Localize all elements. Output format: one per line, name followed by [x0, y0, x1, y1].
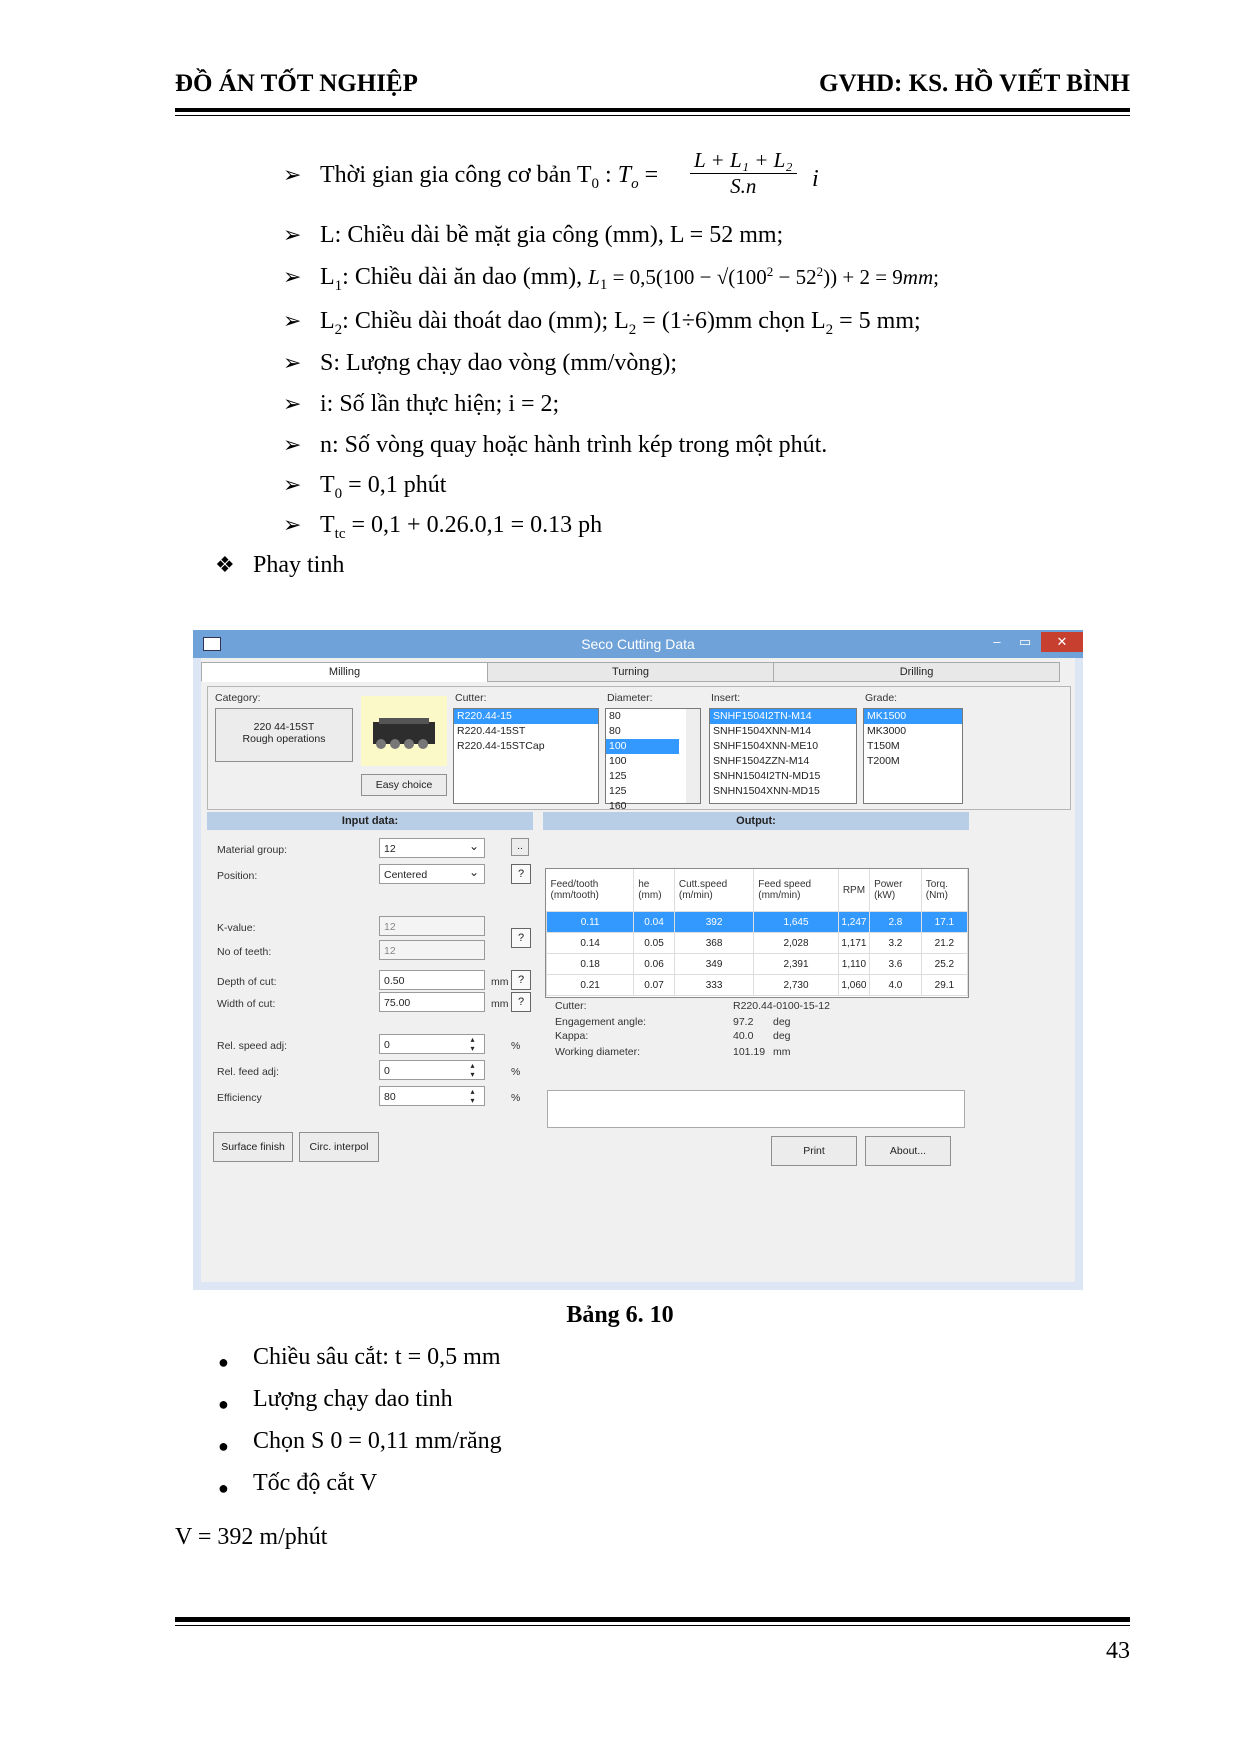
l1-formula-c: − 52: [773, 265, 817, 289]
diameter-list[interactable]: [605, 708, 701, 812]
tab-milling[interactable]: Milling: [201, 662, 488, 682]
output-header: Output:: [543, 812, 969, 830]
relspeed-label: Rel. speed adj:: [217, 1040, 288, 1052]
cell: 0.14: [547, 933, 634, 954]
cell: 0.21: [547, 975, 634, 996]
efficiency-label: Efficiency: [217, 1092, 262, 1104]
item-i-text: i: Số lần thực hiện; i = 2;: [320, 391, 560, 417]
item-n-text: n: Số vòng quay hoặc hành trình kép trong một phút.: [320, 432, 828, 458]
header-rule-thin: [175, 115, 1130, 116]
position-select[interactable]: Centered ⌄: [379, 864, 485, 884]
kvalue-field: 12: [379, 916, 485, 936]
cell: 0.06: [634, 954, 675, 975]
col-cutt-speed: Cutt.speed (m/min): [674, 869, 753, 912]
arrow-bullet-icon: ➢: [283, 350, 302, 375]
list-item[interactable]: R220.44-15STCap: [457, 740, 545, 752]
cell: 29.1: [921, 975, 967, 996]
bullet-item: Tốc độ cắt V: [253, 1470, 378, 1496]
t0-denominator: S.n: [730, 174, 757, 198]
window-body: [201, 658, 1075, 1282]
list-item[interactable]: 100: [609, 755, 627, 767]
input-data-header: Input data:: [207, 812, 533, 830]
list-item[interactable]: SNHN1504XNN-MD15: [713, 785, 820, 797]
relspeed-unit: %: [511, 1040, 521, 1052]
kappa-value: 40.0: [733, 1030, 754, 1042]
help-icon[interactable]: ?: [511, 970, 531, 990]
working-diameter-value: 101.19: [733, 1046, 766, 1058]
relfeed-unit: %: [511, 1066, 521, 1078]
list-item[interactable]: 125: [609, 770, 627, 782]
help-icon[interactable]: ?: [511, 864, 531, 884]
list-item[interactable]: 125: [609, 785, 627, 797]
l1-formula-end: ;: [933, 265, 939, 289]
l2-text2: = (1÷6)mm chọn L: [636, 308, 826, 334]
teeth-label: No of teeth:: [217, 946, 272, 958]
cell: 349: [674, 954, 753, 975]
list-item[interactable]: 80: [609, 725, 621, 737]
dot-bullet-icon: ●: [218, 1394, 229, 1414]
category-line1: 220 44-15ST: [253, 721, 315, 733]
header-right: GVHD: KS. HỒ VIẾT BÌNH: [819, 70, 1130, 97]
category-line2: Rough operations: [242, 733, 326, 745]
t0v-sub: 0: [334, 485, 343, 502]
ttc-label: T: [320, 512, 335, 538]
arrow-bullet-icon: ➢: [283, 264, 302, 289]
cell: 0.07: [634, 975, 675, 996]
bullet-item: Chọn S 0 = 0,11 mm/răng: [253, 1428, 502, 1454]
dot-bullet-icon: ●: [218, 1436, 229, 1456]
header-left: ĐỒ ÁN TỐT NGHIỆP: [175, 70, 418, 97]
efficiency-unit: %: [511, 1092, 521, 1104]
insert-list[interactable]: [709, 708, 857, 804]
l1-formula-a: L: [588, 265, 600, 289]
diamond-bullet-icon: ❖: [215, 552, 235, 577]
cell: 3.2: [870, 933, 922, 954]
cutter-out-value: R220.44-0100-15-12: [733, 1000, 830, 1012]
item-t0: [0, 148, 1240, 198]
table-row[interactable]: [547, 912, 968, 933]
working-diameter-unit: mm: [773, 1046, 791, 1058]
circ-interpol-button[interactable]: Circ. interpol: [299, 1132, 379, 1162]
list-item[interactable]: SNHN1504I2TN-MD15: [713, 770, 821, 782]
cell: 21.2: [921, 933, 967, 954]
t0-fraction: [690, 148, 797, 199]
depth-input[interactable]: 0.50: [379, 970, 485, 990]
bullet-item: Chiều sâu cắt: t = 0,5 mm: [253, 1344, 501, 1370]
title-bar: [193, 630, 1083, 658]
list-item[interactable]: 80: [609, 710, 621, 722]
category-label: Category:: [215, 692, 261, 704]
scrollbar[interactable]: [686, 709, 700, 803]
cutter-image: [361, 696, 447, 766]
dot-bullet-icon: ●: [218, 1352, 229, 1372]
cutter-list[interactable]: [453, 708, 599, 804]
list-item[interactable]: SNHF1504XNN-ME10: [713, 740, 819, 752]
window-title: Seco Cutting Data: [581, 636, 695, 652]
l1-formula-b: = 0,5(100 − √(100: [607, 265, 767, 289]
cell: 333: [674, 975, 753, 996]
cell: 1,247: [838, 912, 869, 933]
l1-formula-sup2: 2: [816, 264, 824, 279]
l2-text: : Chiều dài thoát dao (mm); L: [342, 308, 629, 334]
cell: 1,171: [838, 933, 869, 954]
t0-colon: :: [599, 162, 618, 188]
cell: 25.2: [921, 954, 967, 975]
cell: 2,730: [754, 975, 839, 996]
cutter-label: Cutter:: [455, 692, 487, 704]
table-header-row: [547, 869, 968, 912]
t0-formula-lhs-sub: o: [631, 175, 639, 192]
arrow-bullet-icon: ➢: [283, 512, 302, 537]
list-item[interactable]: SNHF1504ZZN-M14: [713, 755, 810, 767]
arrow-bullet-icon: ➢: [283, 308, 302, 333]
kappa-label: Kappa:: [555, 1030, 589, 1042]
l2-sub: 2: [334, 321, 343, 338]
col-power: Power (kW): [870, 869, 922, 912]
page-number: 43: [1106, 1638, 1130, 1664]
grade-list[interactable]: [863, 708, 963, 804]
l1-label: L: [320, 264, 335, 290]
teeth-field: 12: [379, 940, 485, 960]
surface-finish-button[interactable]: Surface finish: [213, 1132, 293, 1162]
l1-formula: [588, 264, 939, 294]
cell: 2.8: [870, 912, 922, 933]
t0-factor: i: [812, 166, 819, 192]
t0-eq: =: [638, 162, 659, 188]
close-icon[interactable]: ✕: [1041, 632, 1083, 652]
relfeed-stepper[interactable]: 0 ▴▾: [379, 1060, 485, 1080]
depth-unit: mm: [491, 976, 509, 988]
list-item[interactable]: R220.44-15: [454, 709, 598, 724]
cell: 0.04: [634, 912, 675, 933]
cell: 2,028: [754, 933, 839, 954]
engagement-label: Engagement angle:: [555, 1016, 647, 1028]
grade-label: Grade:: [865, 692, 898, 704]
ttc-sub: tc: [334, 525, 346, 542]
col-rpm: RPM: [838, 869, 869, 912]
ttc-text: = 0,1 + 0.26.0,1 = 0.13 ph: [345, 512, 603, 538]
cell: 0.11: [547, 912, 634, 933]
width-label: Width of cut:: [217, 998, 276, 1010]
cell: 1,110: [838, 954, 869, 975]
t0v-text: = 0,1 phút: [342, 472, 447, 498]
table-row[interactable]: [547, 975, 968, 996]
table-row[interactable]: [547, 954, 968, 975]
l2-text3: = 5 mm;: [833, 308, 921, 334]
col-feed-speed: Feed speed (mm/min): [754, 869, 839, 912]
list-item[interactable]: MK1500: [864, 709, 962, 724]
minimize-icon[interactable]: –: [993, 634, 1001, 649]
cell: 368: [674, 933, 753, 954]
maximize-icon[interactable]: ▭: [1018, 634, 1032, 649]
insert-label: Insert:: [711, 692, 741, 704]
arrow-bullet-icon: ➢: [283, 162, 302, 187]
width-input[interactable]: 75.00: [379, 992, 485, 1012]
table-caption: Bảng 6. 10: [566, 1302, 674, 1328]
engagement-unit: deg: [773, 1016, 791, 1028]
cell: 0.05: [634, 933, 675, 954]
output-table[interactable]: [545, 868, 969, 998]
notes-textarea[interactable]: [547, 1090, 965, 1128]
kvalue-label: K-value:: [217, 922, 256, 934]
l2-sub2: 2: [628, 321, 637, 338]
list-item[interactable]: T150M: [867, 740, 900, 752]
seco-window: [193, 630, 1083, 1290]
position-label: Position:: [217, 870, 258, 882]
l1-formula-sup1: 2: [766, 264, 774, 279]
kappa-unit: deg: [773, 1030, 791, 1042]
working-diameter-label: Working diameter:: [555, 1046, 641, 1058]
section-title: Phay tinh: [253, 552, 345, 578]
arrow-bullet-icon: ➢: [283, 222, 302, 247]
arrow-bullet-icon: ➢: [283, 432, 302, 457]
engagement-value: 97.2: [733, 1016, 754, 1028]
cell: 2,391: [754, 954, 839, 975]
table-row[interactable]: [547, 933, 968, 954]
arrow-bullet-icon: ➢: [283, 391, 302, 416]
l1-text: : Chiều dài ăn dao (mm),: [342, 264, 583, 290]
list-item[interactable]: 100: [606, 739, 679, 754]
t0v-label: T: [320, 472, 335, 498]
relspeed-stepper[interactable]: 0 ▴▾: [379, 1034, 485, 1054]
t0-numerator: L + L₁ + L₂: [690, 148, 797, 174]
l1-formula-d: )) + 2 = 9: [823, 265, 903, 289]
list-item[interactable]: R220.44-15ST: [457, 725, 526, 737]
help-icon[interactable]: ?: [511, 928, 531, 948]
depth-label: Depth of cut:: [217, 976, 277, 988]
list-item[interactable]: SNHF1504I2TN-M14: [710, 709, 856, 724]
category-button[interactable]: [215, 708, 353, 762]
cell: 1,060: [838, 975, 869, 996]
list-item[interactable]: SNHF1504XNN-M14: [713, 725, 812, 737]
about-button[interactable]: About...: [865, 1136, 951, 1166]
list-item[interactable]: T200M: [867, 755, 900, 767]
t0-label: Thời gian gia công cơ bản T: [320, 162, 592, 188]
milling-cutter-icon: [361, 696, 447, 766]
tab-turning[interactable]: Turning: [487, 662, 774, 682]
cutter-out-label: Cutter:: [555, 1000, 587, 1012]
width-unit: mm: [491, 998, 509, 1010]
cell: 3.6: [870, 954, 922, 975]
list-item[interactable]: MK3000: [867, 725, 907, 737]
cell: 1,645: [754, 912, 839, 933]
bullet-item: Lượng chạy dao tinh: [253, 1386, 453, 1412]
list-item[interactable]: 160: [609, 800, 627, 812]
col-he: he (mm): [634, 869, 675, 912]
diameter-label: Diameter:: [607, 692, 653, 704]
material-group-select[interactable]: 12 ⌄: [379, 838, 485, 858]
t0-sub: 0: [591, 175, 600, 192]
cell: 4.0: [870, 975, 922, 996]
footer-rule: [175, 1617, 1130, 1622]
arrow-bullet-icon: ➢: [283, 472, 302, 497]
material-group-label: Material group:: [217, 844, 288, 856]
tab-drilling[interactable]: Drilling: [773, 662, 1060, 682]
l1-formula-a-sub: 1: [599, 277, 608, 294]
col-torque: Torq. (Nm): [921, 869, 967, 912]
l2-label: L: [320, 308, 335, 334]
print-button[interactable]: Print: [771, 1136, 857, 1166]
l1-sub: 1: [334, 277, 343, 294]
item-s-text: S: Lượng chạy dao vòng (mm/vòng);: [320, 350, 677, 376]
relfeed-label: Rel. feed adj:: [217, 1066, 279, 1078]
l2-sub3: 2: [825, 321, 834, 338]
cell: 17.1: [921, 912, 967, 933]
item-l-text: L: Chiều dài bề mặt gia công (mm), L = 52 mm;: [320, 222, 784, 248]
help-icon[interactable]: ?: [511, 992, 531, 1012]
col-feed-tooth: Feed/tooth (mm/tooth): [547, 869, 634, 912]
footer-rule-thin: [175, 1625, 1130, 1626]
easy-choice-button[interactable]: Easy choice: [361, 774, 447, 796]
l1-formula-unit: mm: [902, 265, 934, 289]
t0-formula-lhs: T: [617, 162, 632, 188]
result-line: V = 392 m/phút: [175, 1524, 328, 1550]
dot-bullet-icon: ●: [218, 1478, 229, 1498]
cell: 0.18: [547, 954, 634, 975]
header-rule: [175, 108, 1130, 112]
material-browse-button[interactable]: ..: [511, 838, 529, 856]
efficiency-stepper[interactable]: 80 ▴▾: [379, 1086, 485, 1106]
cell: 392: [674, 912, 753, 933]
